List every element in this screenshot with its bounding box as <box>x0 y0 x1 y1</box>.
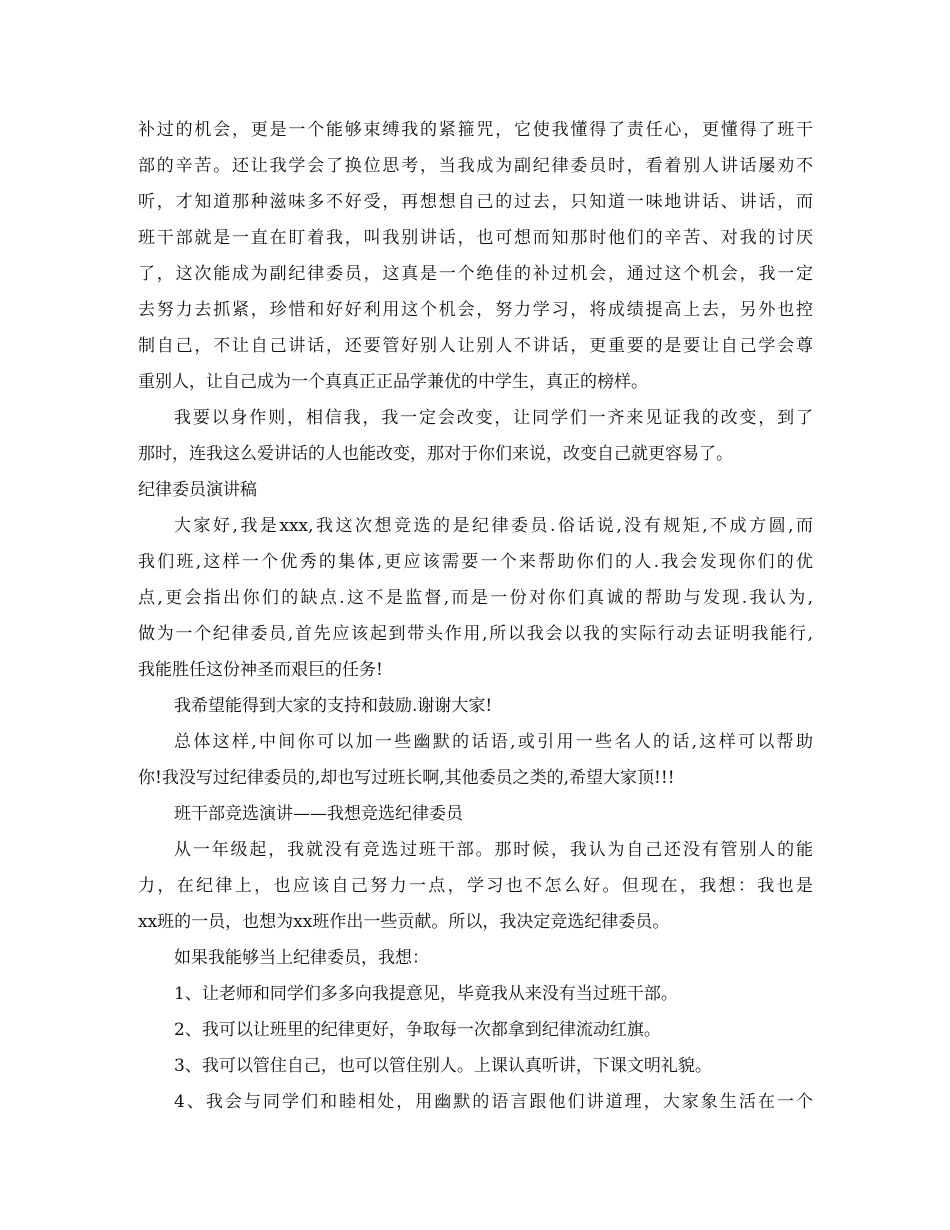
text-line: 做为一个纪律委员,首先应该起到带头作用,所以我会以我的实际行动去证明我能行, <box>138 624 813 644</box>
text-line: 大家好,我是xxx,我这次想竞选的是纪律委员.俗话说,没有规矩,不成方圆,而 <box>174 516 813 536</box>
text-line: 从一年级起，我就没有竞选过班干部。那时候，我认为自己还没有管别人的能 <box>174 840 813 860</box>
text-line: 我要以身作则，相信我，我一定会改变，让同学们一齐来见证我的改变，到了 <box>174 408 813 428</box>
text-line: 那时，连我这么爱讲话的人也能改变，那对于你们来说，改变自己就更容易了。 <box>138 444 733 464</box>
text-line: 点,更会指出你们的缺点.这不是监督,而是一份对你们真诚的帮助与发现.我认为, <box>138 588 813 608</box>
text-line: 如果我能够当上纪律委员，我想： <box>174 948 429 968</box>
text-line: 补过的机会，更是一个能够束缚我的紧箍咒，它使我懂得了责任心，更懂得了班干 <box>138 120 813 140</box>
section-heading: 班干部竞选演讲——我想竞选纪律委员 <box>174 804 463 824</box>
text-line: 力，在纪律上，也应该自己努力一点，学习也不怎么好。但现在，我想：我也是 <box>138 876 813 896</box>
text-line: 总体这样,中间你可以加一些幽默的话语,或引用一些名人的话,这样可以帮助 <box>174 732 813 752</box>
text-line: 我能胜任这份神圣而艰巨的任务! <box>138 660 383 680</box>
text-line: 去努力去抓紧，珍惜和好好利用这个机会，努力学习，将成绩提高上去，另外也控 <box>138 300 813 320</box>
text-line: 听，才知道那种滋味多不好受，再想想自己的过去，只知道一味地讲话、讲话，而 <box>138 192 813 212</box>
text-line: 部的辛苦。还让我学会了换位思考，当我成为副纪律委员时，看着别人讲话屡劝不 <box>138 156 813 176</box>
list-item: 3、我可以管住自己，也可以管住别人。上课认真听讲，下课文明礼貌。 <box>174 1056 712 1076</box>
text-line: xx班的一员，也想为xx班作出一些贡献。所以，我决定竞选纪律委员。 <box>138 912 670 932</box>
list-item: 4、我会与同学们和睦相处，用幽默的语言跟他们讲道理，大家象生活在一个 <box>174 1092 813 1112</box>
text-line: 重别人，让自己成为一个真真正正品学兼优的中学生，真正的榜样。 <box>138 372 648 392</box>
text-line: 制自己，不让自己讲话，还要管好别人让别人不讲话，更重要的是要让自己学会尊 <box>138 336 813 356</box>
text-line: 班干部就是一直在盯着我，叫我别讲话，也可想而知那时他们的辛苦、对我的讨厌 <box>138 228 813 248</box>
text-line: 我希望能得到大家的支持和鼓励.谢谢大家! <box>174 696 493 716</box>
list-item: 1、让老师和同学们多多向我提意见，毕竟我从来没有当过班干部。 <box>174 984 678 1004</box>
text-line: 你!我没写过纪律委员的,却也写过班长啊,其他委员之类的,希望大家顶!!! <box>138 768 675 788</box>
text-line: 了，这次能成为副纪律委员，这真是一个绝佳的补过机会，通过这个机会，我一定 <box>138 264 813 284</box>
list-item: 2、我可以让班里的纪律更好，争取每一次都拿到纪律流动红旗。 <box>174 1020 661 1040</box>
text-line: 我们班,这样一个优秀的集体,更应该需要一个来帮助你们的人.我会发现你们的优 <box>138 552 813 572</box>
section-heading: 纪律委员演讲稿 <box>138 480 257 500</box>
